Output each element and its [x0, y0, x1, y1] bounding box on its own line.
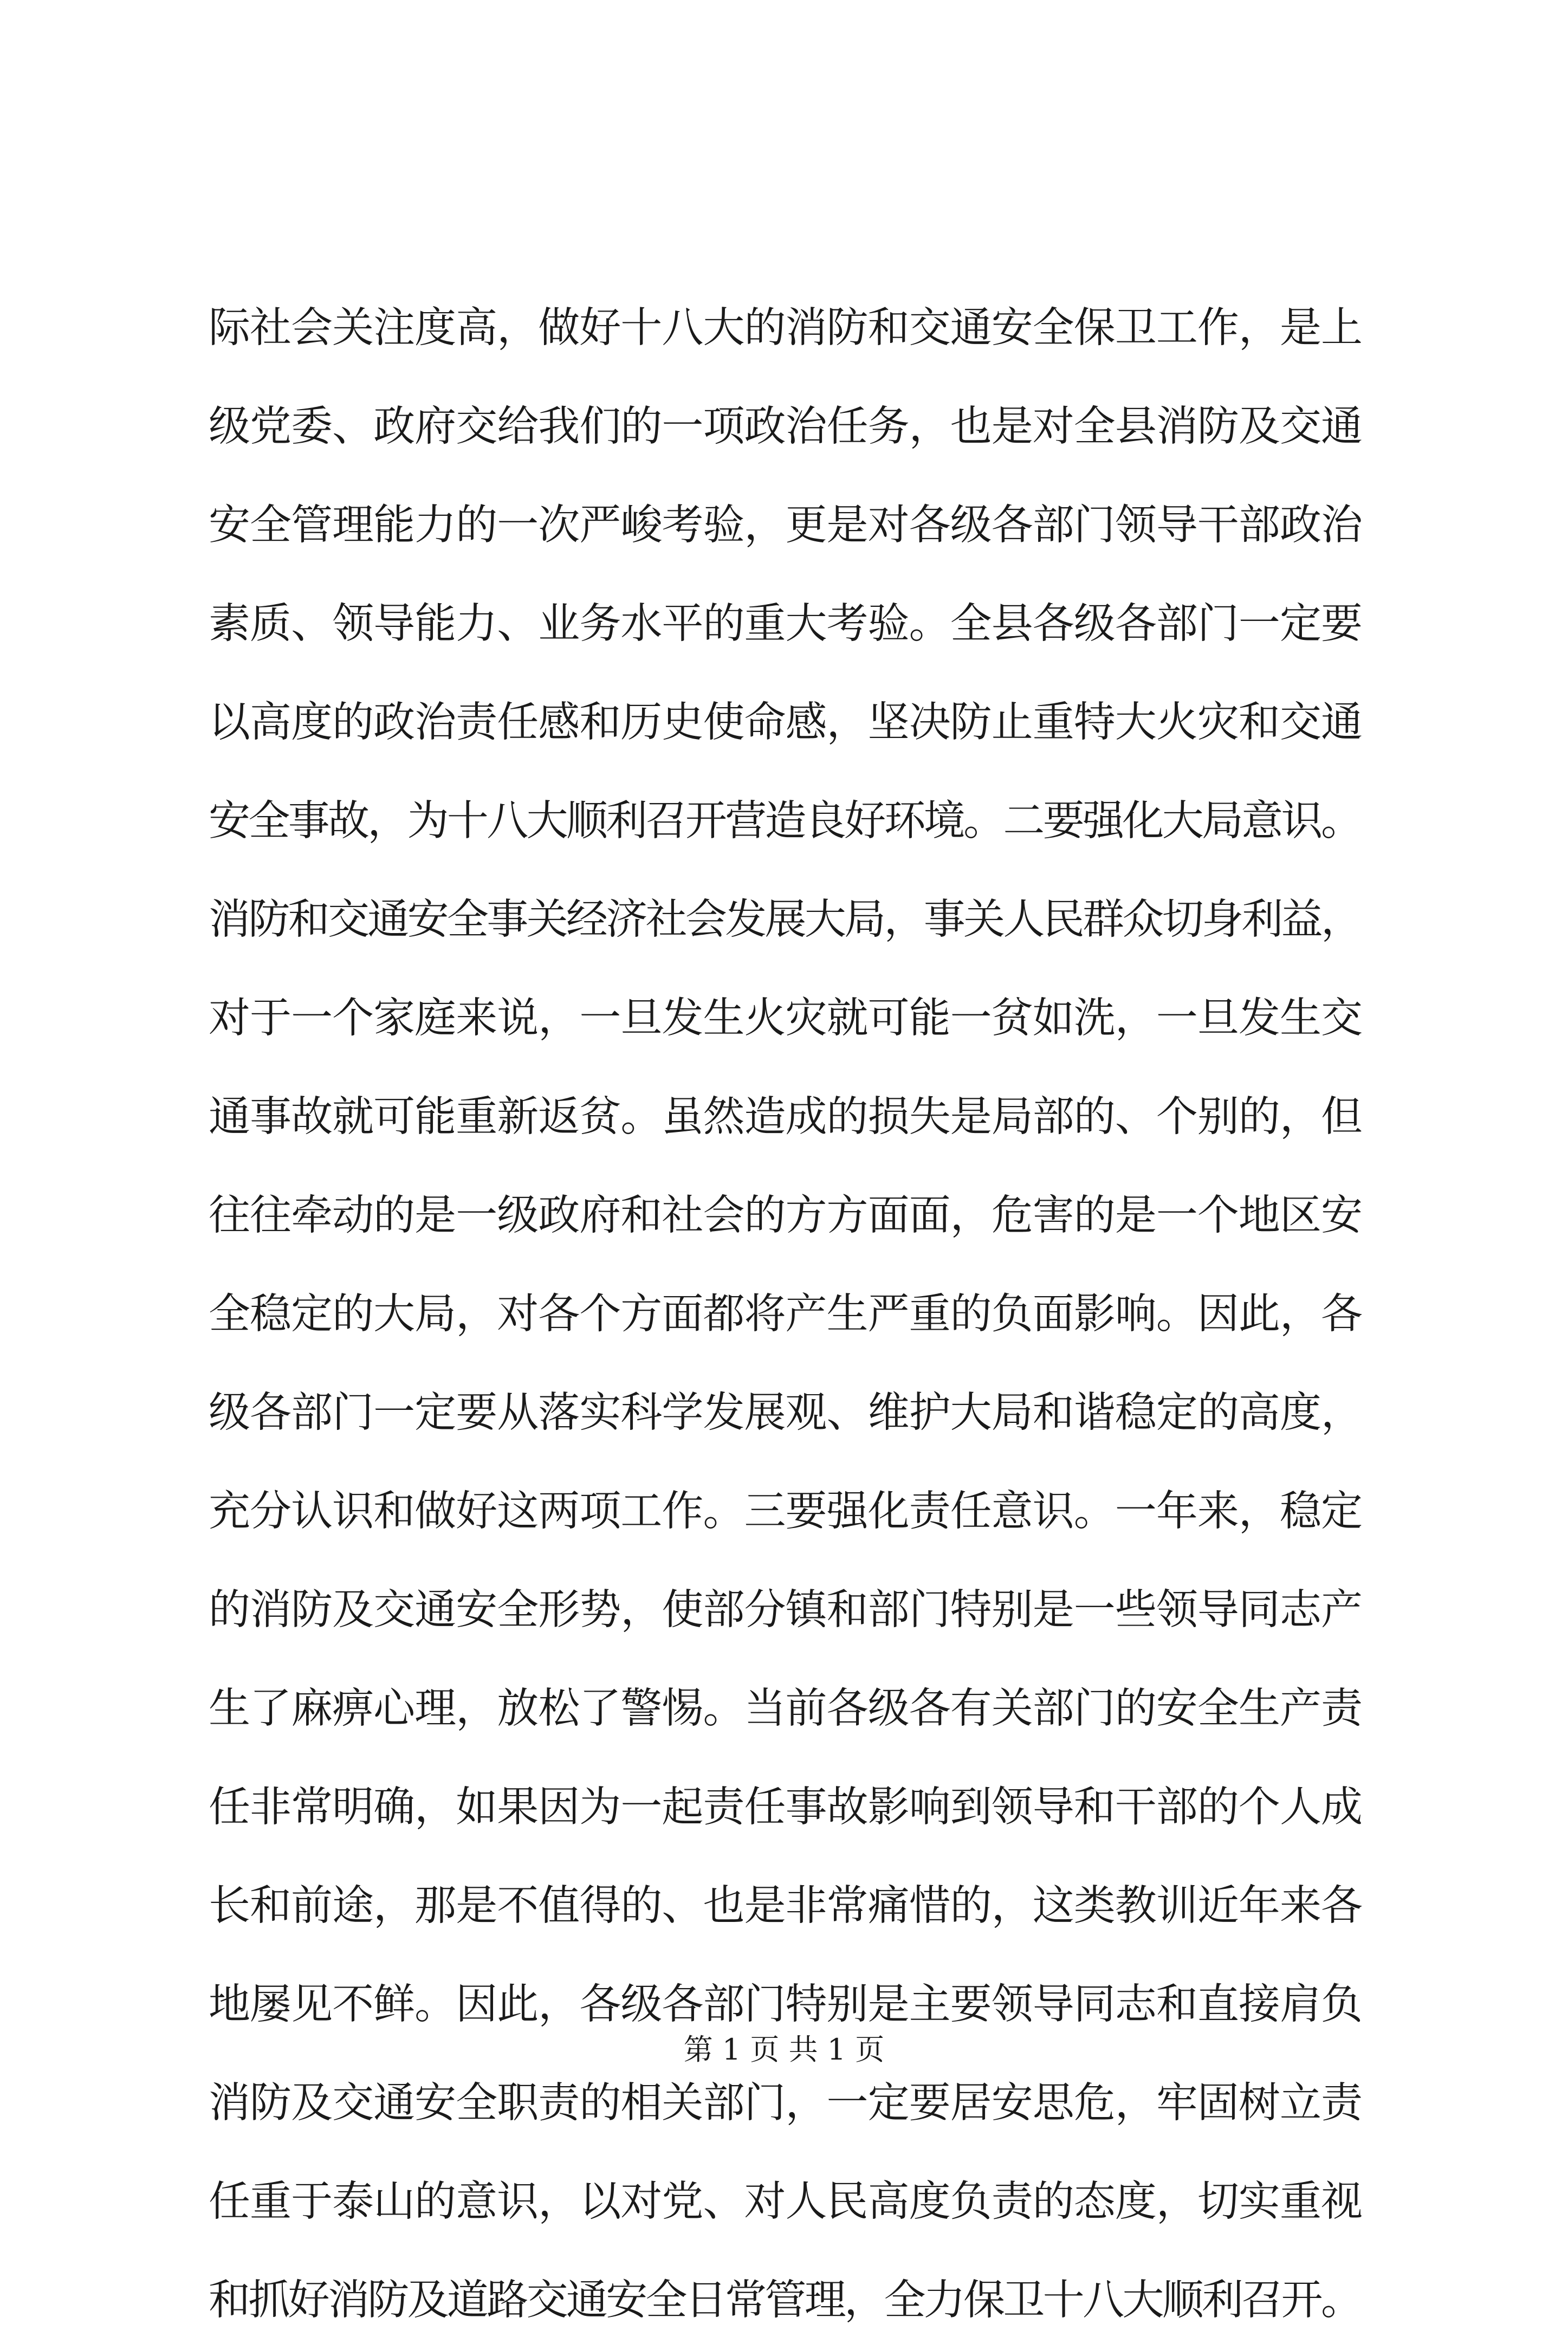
text-line: 往往牵动的是一级政府和社会的方方面面，危害的是一个地区安: [209, 1192, 1363, 1240]
text-line: 充分认识和做好这两项工作。三要强化责任意识。一年来，稳定: [209, 1487, 1363, 1536]
text-line: 通事故就可能重新返贫。虽然造成的损失是局部的、个别的，但: [209, 1093, 1363, 1141]
text-line: 素质、领导能力、业务水平的重大考验。全县各级各部门一定要: [209, 600, 1363, 648]
text-line: 任重于泰山的意识，以对党、对人民高度负责的态度，切实重视: [209, 2178, 1363, 2226]
text-line: 消防及交通安全职责的相关部门，一定要居安思危，牢固树立责: [209, 2079, 1363, 2127]
text-line: 级各部门一定要从落实科学发展观、维护大局和谐稳定的高度，: [209, 1389, 1363, 1437]
text-line: 际社会关注度高，做好十八大的消防和交通安全保卫工作，是上: [209, 304, 1363, 352]
text-line: 级党委、政府交给我们的一项政治任务，也是对全县消防及交通: [209, 403, 1363, 451]
text-line: 生了麻痹心理，放松了警惕。当前各级各有关部门的安全生产责: [209, 1685, 1363, 1733]
text-line: 安全管理能力的一次严峻考验，更是对各级各部门领导干部政治: [209, 501, 1363, 549]
text-line: 地屡见不鲜。因此，各级各部门特别是主要领导同志和直接肩负: [209, 1980, 1363, 2029]
text-line: 以高度的政治责任感和历史使命感，坚决防止重特大火灾和交通: [209, 698, 1363, 747]
text-line: 安全事故，为十八大顺利召开营造良好环境。二要强化大局意识。: [209, 797, 1361, 845]
text-line: 全稳定的大局，对各个方面都将产生严重的负面影响。因此，各: [209, 1290, 1363, 1338]
text-line: 消防和交通安全事关经济社会发展大局，事关人民群众切身利益，: [209, 896, 1361, 944]
text-line: 对于一个家庭来说，一旦发生火灾就可能一贫如洗，一旦发生交: [209, 994, 1363, 1043]
text-line: 长和前途，那是不值得的、也是非常痛惜的，这类教训近年来各: [209, 1882, 1363, 1930]
text-line: 和抓好消防及道路交通安全日常管理，全力保卫十八大顺利召开。: [209, 2276, 1361, 2325]
text-line: 的消防及交通安全形势，使部分镇和部门特别是一些领导同志产: [209, 1586, 1363, 1634]
page-number-footer: 第 1 页 共 1 页: [683, 2032, 885, 2067]
text-line: 任非常明确，如果因为一起责任事故影响到领导和干部的个人成: [209, 1783, 1363, 1831]
